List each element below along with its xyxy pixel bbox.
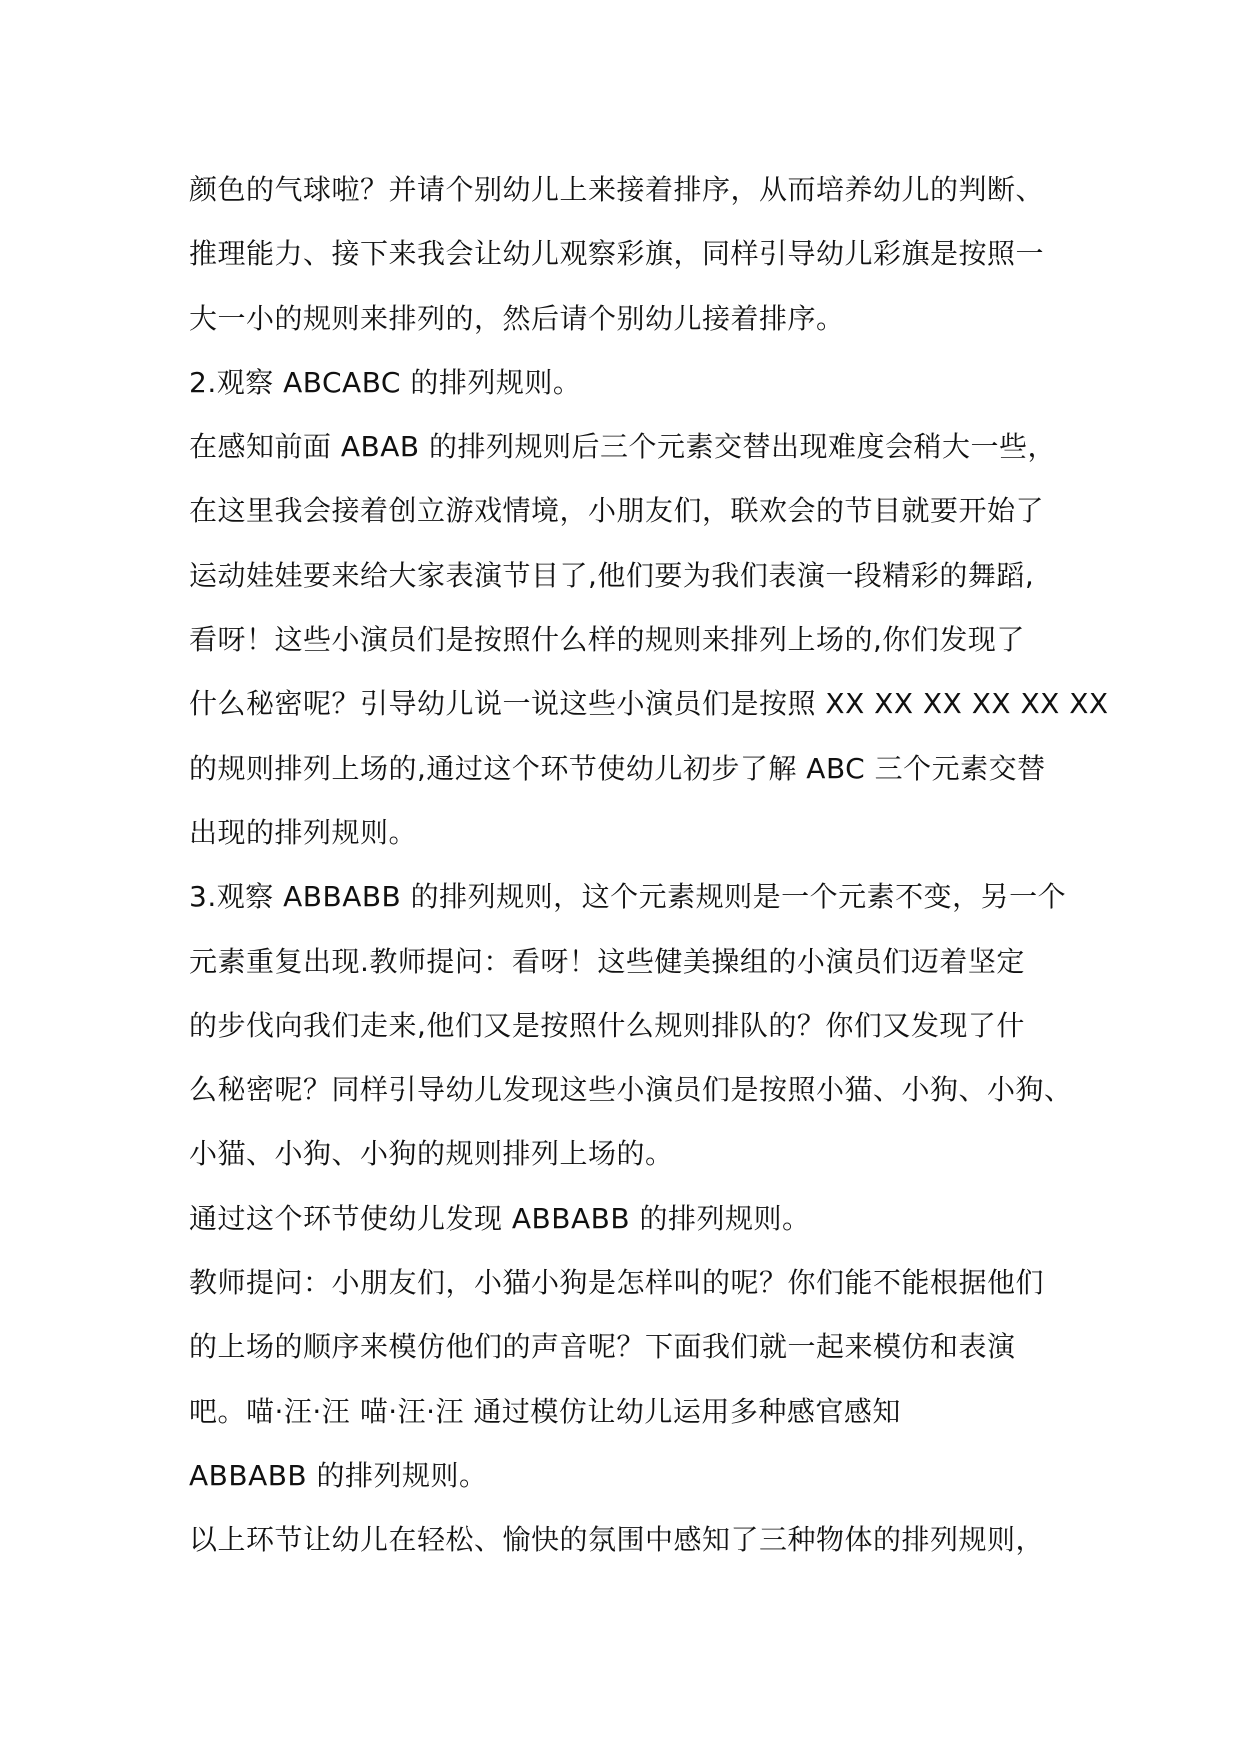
text-line: 元素重复出现.教师提问：看呀！这些健美操组的小演员们迈着坚定: [189, 944, 1025, 978]
text-line: 小猫、小狗、小狗的规则排列上场的。: [189, 1137, 674, 1171]
text-line: 大一小的规则来排列的，然后请个别幼儿接着排序。: [189, 301, 845, 335]
text-line: 教师提问：小朋友们，小猫小狗是怎样叫的呢？你们能不能根据他们: [189, 1266, 1045, 1300]
text-line: 推理能力、接下来我会让幼儿观察彩旗，同样引导幼儿彩旗是按照一: [189, 237, 1045, 271]
text-line: 什么秘密呢？引导幼儿说一说这些小演员们是按照 XX XX XX XX XX XX: [189, 687, 1109, 721]
text-line: 么秘密呢？同样引导幼儿发现这些小演员们是按照小猫、小狗、小狗、: [189, 1073, 1073, 1107]
text-line: 的上场的顺序来模仿他们的声音呢？下面我们就一起来模仿和表演: [189, 1330, 1016, 1364]
text-line: 看呀！这些小演员们是按照什么样的规则来排列上场的,你们发现了: [189, 623, 1025, 657]
text-line: 以上环节让幼儿在轻松、愉快的氛围中感知了三种物体的排列规则，: [189, 1523, 1045, 1557]
body-text: [189, 158, 1109, 1573]
text-line: ABBABB 的排列规则。: [189, 1458, 488, 1492]
text-line: 通过这个环节使幼儿发现 ABBABB 的排列规则。: [189, 1201, 811, 1235]
text-line: 出现的排列规则。: [189, 815, 418, 849]
text-line: 颜色的气球啦？并请个别幼儿上来接着排序，从而培养幼儿的判断、: [189, 173, 1045, 206]
text-line: 吧。喵·汪·汪 喵·汪·汪 通过模仿让幼儿运用多种感官感知: [189, 1394, 901, 1428]
text-line: 的步伐向我们走来,他们又是按照什么规则排队的？你们又发现了什: [189, 1008, 1025, 1042]
section-heading-3: 3.观察 ABBABB 的排列规则，这个元素规则是一个元素不变，另一个: [189, 880, 1067, 914]
text-line: 的规则排列上场的,通过这个环节使幼儿初步了解 ABC 三个元素交替: [189, 751, 1046, 785]
text-line: 在这里我会接着创立游戏情境，小朋友们，联欢会的节目就要开始了: [189, 494, 1045, 528]
text-line: 运动娃娃要来给大家表演节目了,他们要为我们表演一段精彩的舞蹈,: [189, 558, 1035, 592]
text-line: 在感知前面 ABAB 的排列规则后三个元素交替出现难度会稍大一些，: [189, 430, 1057, 464]
section-heading-2: 2.观察 ABCABC 的排列规则。: [189, 365, 582, 399]
